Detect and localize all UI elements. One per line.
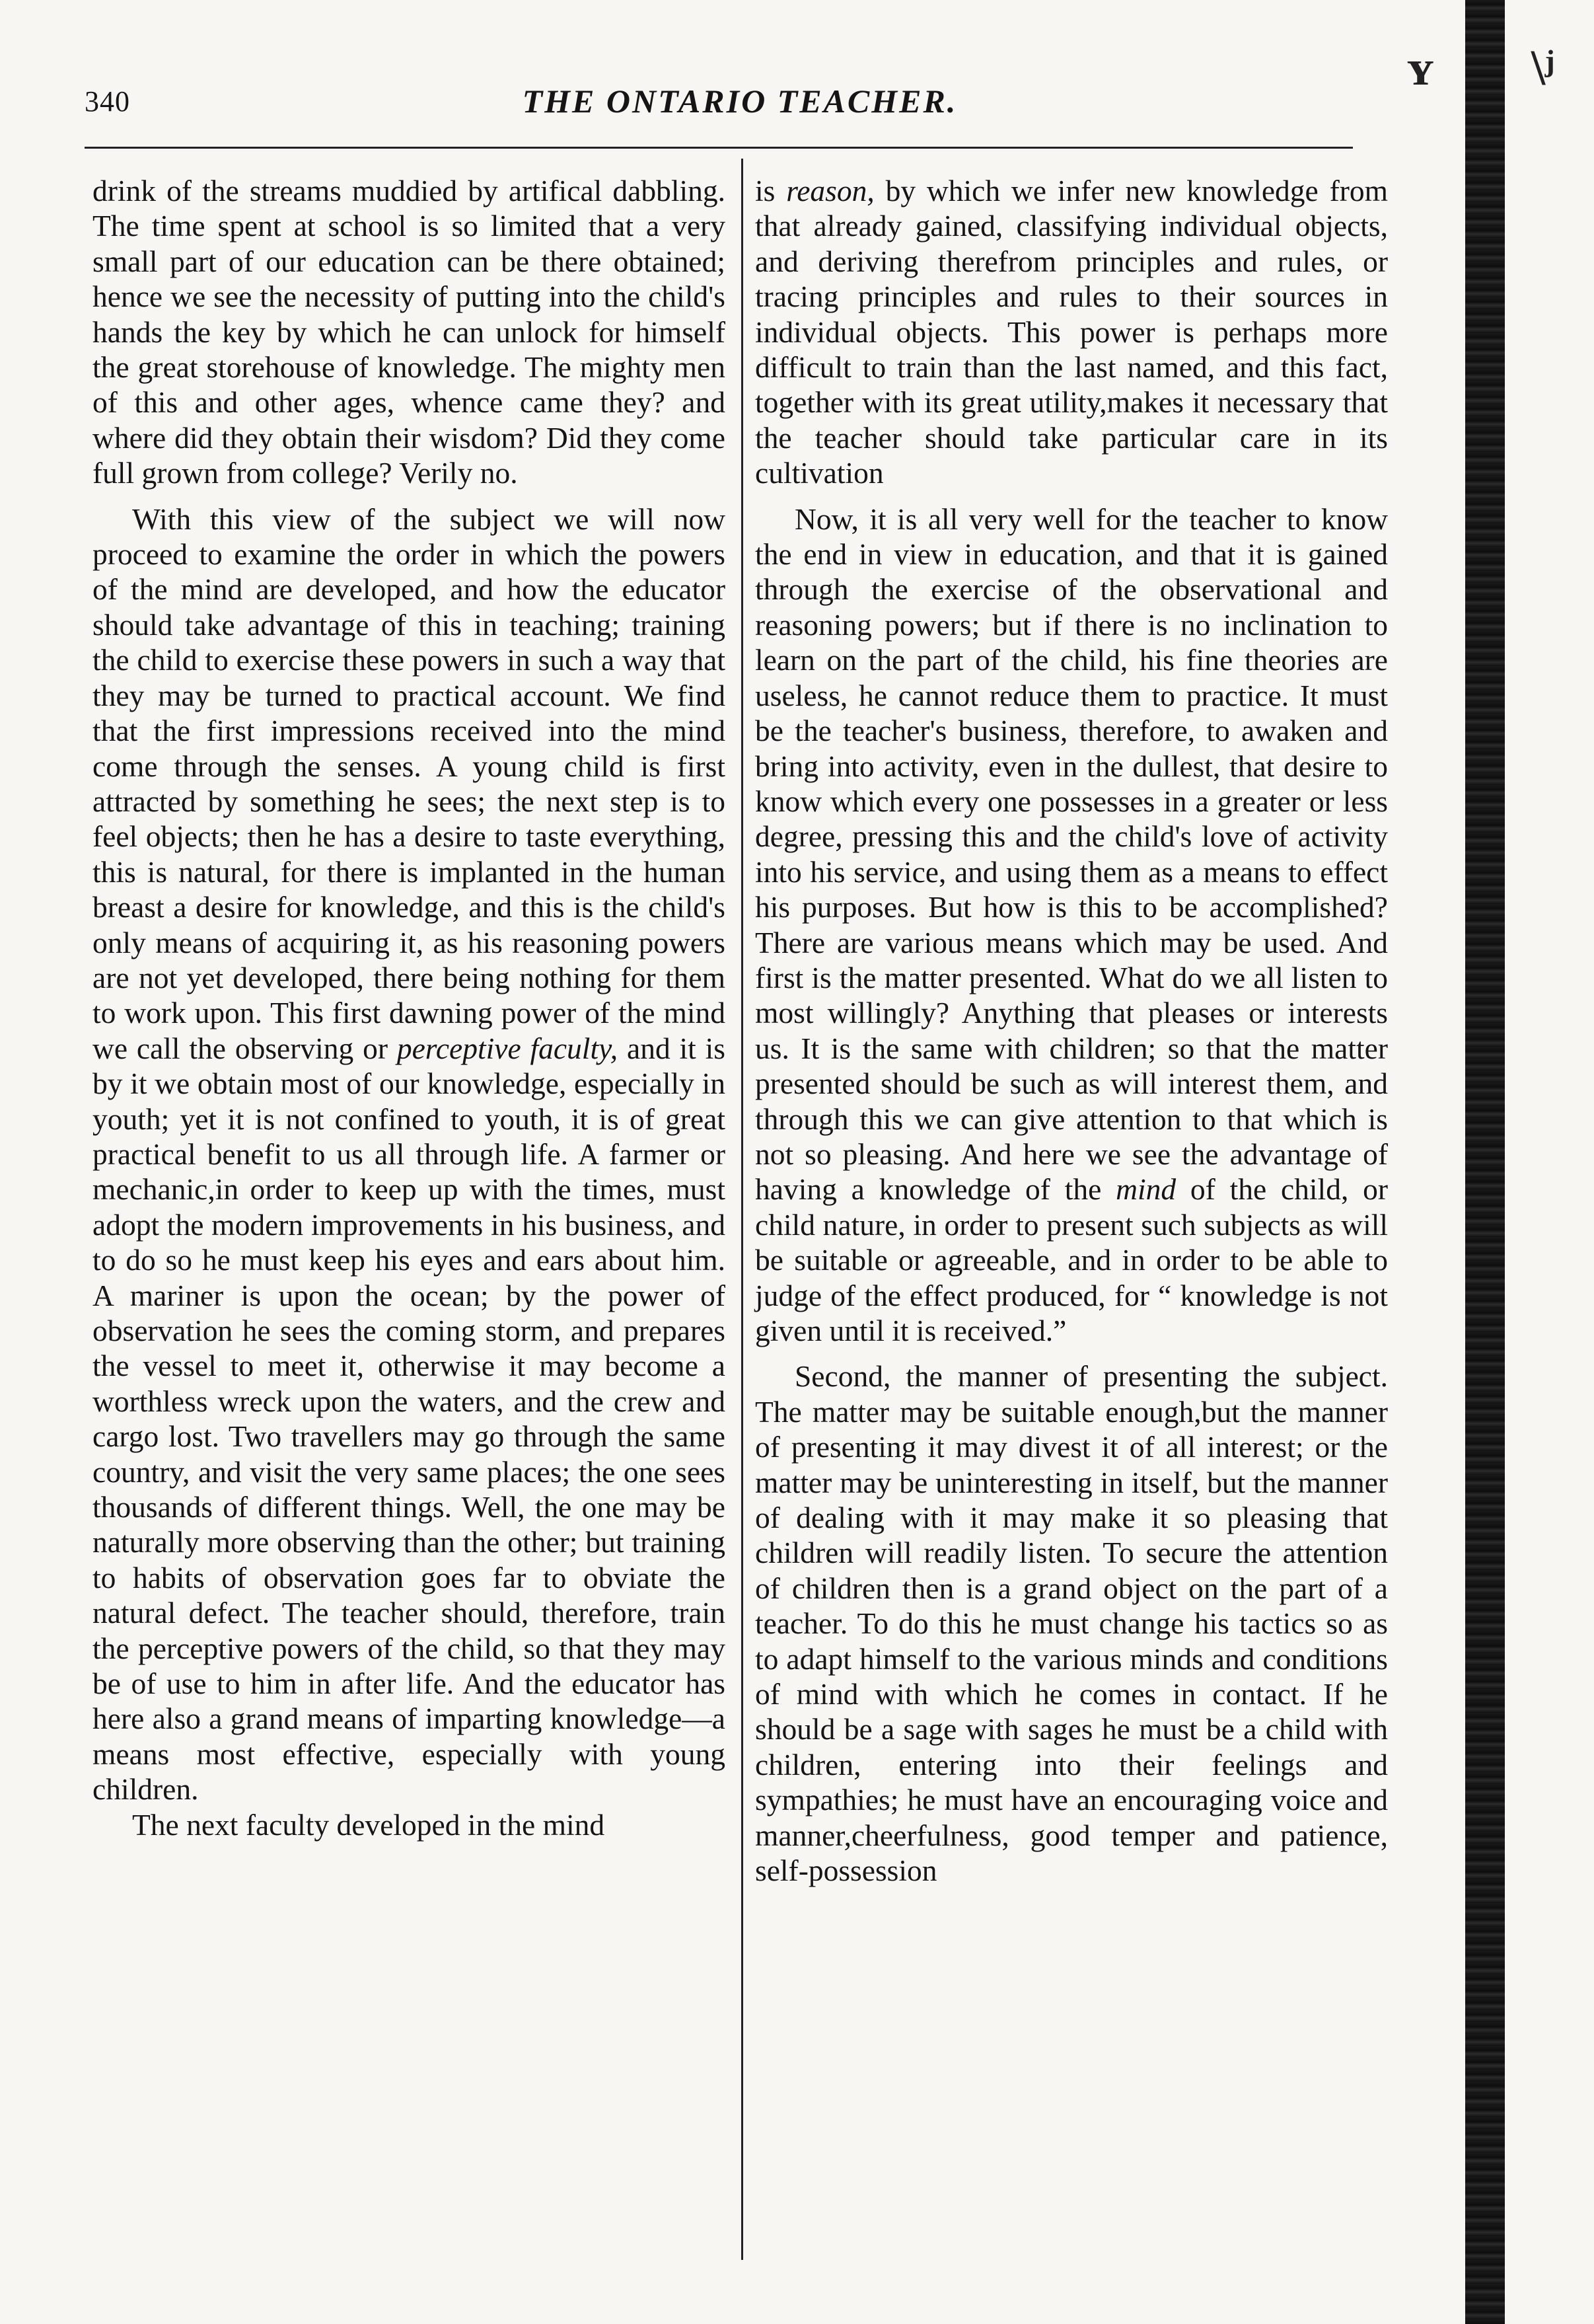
- edge-mark: ʏ: [1407, 40, 1434, 96]
- paragraph: [755, 173, 1388, 491]
- emphasis-text: mind: [1116, 1172, 1177, 1207]
- paragraph: Second, the manner of presenting the subject. The matter may be suitable enough,but the manner of presenting it may divest it of all interest; or the matter may be uninteresting in itself, but the manner of dealing with it may make it so pleasing that children will readily listen. To secure the attention of children then is a grand object on the part of a teacher. To do this he must change his tactics so as to adapt himself to the various minds and conditions of mind with which he comes in contact. If he should be a sage with sages he must be a child with children, entering into their feelings and sympathies; he must have an encouraging voice and manner,cheerfulness, good temper and patience, self-possession: [755, 1359, 1388, 1888]
- running-title: THE ONTARIO TEACHER.: [522, 83, 958, 120]
- paragraph-text: by which we infer new knowledge from that already gained, classifying individual objects, and deriving therefrom principles and rules, or tracing principles and rules to their sources in individual objects. This power is perhaps more difficult to train than the last named, and this fact, together with its great utility,makes it necessary that the teacher should take particular care in its cultivation: [755, 174, 1389, 490]
- paragraph: [755, 502, 1388, 1349]
- paragraph-text: of the child, or child nature, in order to present such subjects as will be suitable or agreeable, and in order to be able to judge of the effect produced, for “ knowledge is not given until it is received.”: [755, 1172, 1389, 1347]
- right-column: [755, 173, 1388, 1889]
- paragraph-text: and it is by it we obtain most of our knowledge, especially in youth; yet it is not confined to youth, it is of great practical benefit to us all through life. A farmer or mechanic,in order to keep up with the times, must adopt the modern improvements in his business, and to do so he must keep his eyes and ears about him. A mariner is upon the ocean; by the power of observation he sees the coming storm, and prepares the vessel to meet it, otherwise it may become a worthless wreck upon the waters, and the crew and cargo lost. Two travellers may go through the same country, and visit the very same places; the one sees thousands of different things. Well, the one may be naturally more observing than the other; but training to habits of observation goes far to obviate the natural defect. The teacher should, therefore, train the perceptive powers of the child, so that they may be of use to him in after life. And the educator has here also a grand means of imparting knowledge—a means most effective, especially with young children.: [92, 1031, 725, 1807]
- paragraph-text: Now, it is all very well for the teacher to know the end in view in education, and that it is gained through the exercise of the observational and reasoning powers; but if there is no inclination to learn on the part of the child, his fine theories are useless, he cannot reduce them to practice. It must be the teacher's business, therefore, to awaken and bring into activity, even in the dullest, that desire to know which every one possesses in a greater or less degree, pressing this and the child's love of activity into his service, and using them as a means to effect his purposes. But how is this to be accomplished? There are various means which may be used. And first is the matter presented. What do we all listen to most willingly? Anything that pleases or interests us. It is the same with children; so that the matter presented should be such as will interest them, and through this we can give attention to that which is not so pleasing. And here we see the advantage of having a knowledge of the: [755, 502, 1388, 1207]
- paragraph-text: With this view of the subject we will now proceed to examine the order in which the powers of the mind are developed, and how the educator should take advantage of this in teaching; training the child to exercise these powers in such a way that they may be turned to practical account. We find that the first impressions received into the mind come through the senses. A young child is first attracted by something he sees; the next step is to feel objects; then he has a desire to taste everything, this is natural, for there is implanted in the human breast a desire for knowledge, and this is the child's only means of acquiring it, as his reasoning powers are not yet developed, there being nothing for them to work upon. This first dawning power of the mind we call the observing or: [92, 502, 725, 1065]
- binding-shadow: [1465, 0, 1505, 2324]
- edge-mark: \ʲ: [1531, 40, 1554, 96]
- paragraph: The next faculty developed in the mind: [132, 1807, 605, 1842]
- paragraph: drink of the streams muddied by artifical dabbling. The time spent at school is so limited that a very small part of our education can be there obtained; hence we see the necessity of putting into the child's hands the key by which he can unlock for himself the great storehouse of knowledge. The mighty men of this and other ages, whence came they? and where did they obtain their wisdom? Did they come full grown from college? Verily no.: [92, 174, 725, 490]
- column-divider: [741, 159, 743, 2260]
- page-number: 340: [85, 85, 130, 118]
- paragraph: [92, 502, 725, 1807]
- emphasis-text: perceptive faculty,: [396, 1031, 618, 1065]
- paragraph-text: is: [755, 174, 776, 207]
- emphasis-text: reason,: [786, 174, 875, 207]
- header-rule: [85, 147, 1353, 149]
- left-column: [92, 173, 725, 1842]
